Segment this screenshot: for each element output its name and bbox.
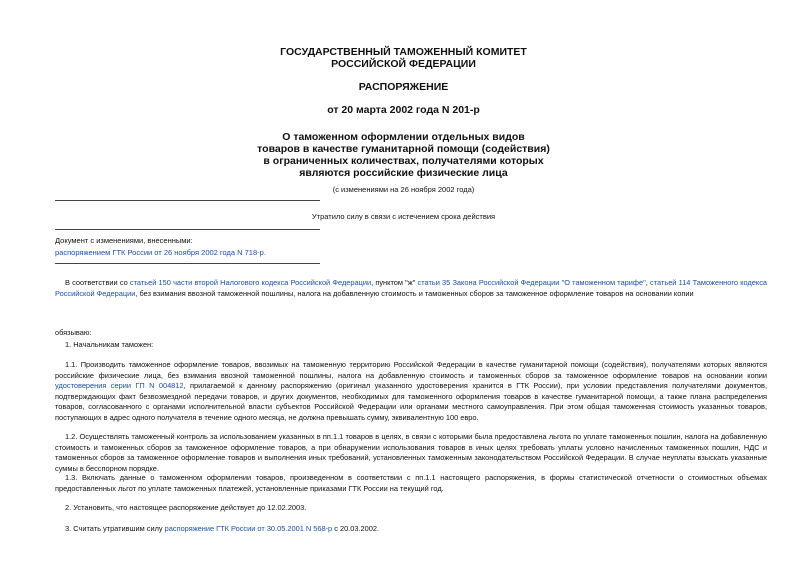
customs-code-link[interactable]: статьей 114 Таможенного кодекса Российской Федерации: [55, 278, 767, 298]
paragraph-text: 3. Считать утратившим силу: [65, 524, 165, 533]
obliges-line: обязываю:: [55, 328, 92, 337]
paragraph-3: [55, 524, 767, 535]
paragraph-1-1: [55, 360, 767, 424]
tax-code-link[interactable]: статьей 150 части второй Налогового кодекса Российской Федерации: [129, 278, 372, 287]
paragraph-1-3: 1.3. Включать данные о таможенном оформлении товаров, произведенном в соответствии с пп.1.1 настоящего распоряжения, в формы статистической отчетности о стоимостных объемах предоставленных льгот по уплате таможенных платежей, установленные приказами ГТК России на текущий год.: [55, 473, 767, 493]
paragraph-1-2: 1.2. Осуществлять таможенный контроль за использованием указанных в пп.1.1 товаров в целях, в связи с которыми была предоставлена льгота по уплате таможенных пошлин, налога на добавленную стоимость и таможенных сборов за таможенное оформление товаров, а при обнаружении использования товаров в иных целях требовать уплаты условно начисленных таможенных пошлин, НДС и таможенных сборов за таможенное оформление товаров и выполнения иных требований, установленных таможенным законодательством Российской Федерации. В случае неуплаты взыскать указанные суммы в бесспорном порядке.: [55, 432, 767, 473]
preamble-text: ,: [645, 278, 651, 287]
divider: [55, 263, 320, 264]
revision-note: (с изменениями на 26 ноября 2002 года): [332, 185, 475, 194]
divider: [55, 229, 320, 230]
certificate-link[interactable]: удостоверения серии ГП N 004812: [55, 381, 184, 391]
paragraph-text: с 20.03.2002.: [332, 524, 380, 533]
customs-tariff-law-link[interactable]: статьи 35 Закона Российской Федерации "О таможенном тарифе": [417, 278, 646, 287]
status-note: Утратило силу в связи с истечением срока действия: [311, 212, 496, 221]
changes-link[interactable]: распоряжением ГТК России от 26 ноября 2002 года N 718-р.: [55, 248, 266, 257]
paragraph-2: 2. Установить, что настоящее распоряжение действует до 12.02.2003.: [65, 503, 307, 512]
preamble-text: , пунктом "ж": [371, 278, 418, 287]
preamble-paragraph: [55, 278, 767, 299]
doc-type: РАСПОРЯЖЕНИЕ: [358, 81, 449, 93]
doc-title-line3: в ограниченных количествах, получателями которых: [263, 155, 544, 167]
preamble-text: , без взимания ввозной таможенной пошлины, налога на добавленную стоимость и таможенных сборов за таможенное оформление товаров на основании копии: [135, 288, 694, 298]
org-name-line1: ГОСУДАРСТВЕННЫЙ ТАМОЖЕННЫЙ КОМИТЕТ: [280, 46, 527, 58]
doc-date: от 20 марта 2002 года N 201-р: [327, 104, 480, 116]
changes-label: Документ с изменениями, внесенными:: [55, 236, 193, 245]
doc-title-line4: являются российские физические лица: [299, 167, 508, 179]
divider: [55, 200, 320, 201]
paragraph-text: , прилагаемой к данному распоряжению (оригинал указанного удостоверения хранится в ГТК России), при условии представления получателями документов, подтверждающих факт безвозмездной передачи товаров, и других документов, необходимых для таможенного оформления товаров в качестве гуманитарной помощи, а также плана распределения товаров, согласованного с органами исполнительной власти субъектов Российской Федерации или органами местного самоуправления. При этом общая таможенная стоимость указанных товаров, поступающих в адрес одного получателя в течение одного месяца, не должна превышать сумму, эквивалентную 100 евро.: [55, 381, 767, 422]
doc-title-line2: товаров в качестве гуманитарной помощи (содействия): [257, 143, 550, 155]
org-name-line2: РОССИЙСКОЙ ФЕДЕРАЦИИ: [331, 58, 476, 70]
paragraph-1: 1. Начальникам таможен:: [65, 340, 154, 349]
doc-title-line1: О таможенном оформлении отдельных видов: [282, 131, 525, 143]
paragraph-text: 1.1. Производить таможенное оформление товаров, ввозимых на таможенную территорию Российской Федерации в качестве гуманитарной помощи (содействия), получателями которых являются российские физические лица, без взимания ввозной таможенной пошлины, налога на добавленную стоимость и таможенных сборов за таможенное оформление товаров на основании копии: [55, 360, 767, 380]
preamble-text: В соответствии со: [65, 278, 130, 287]
repealed-order-link[interactable]: распоряжение ГТК России от 30.05.2001 N 568-р: [164, 524, 333, 533]
